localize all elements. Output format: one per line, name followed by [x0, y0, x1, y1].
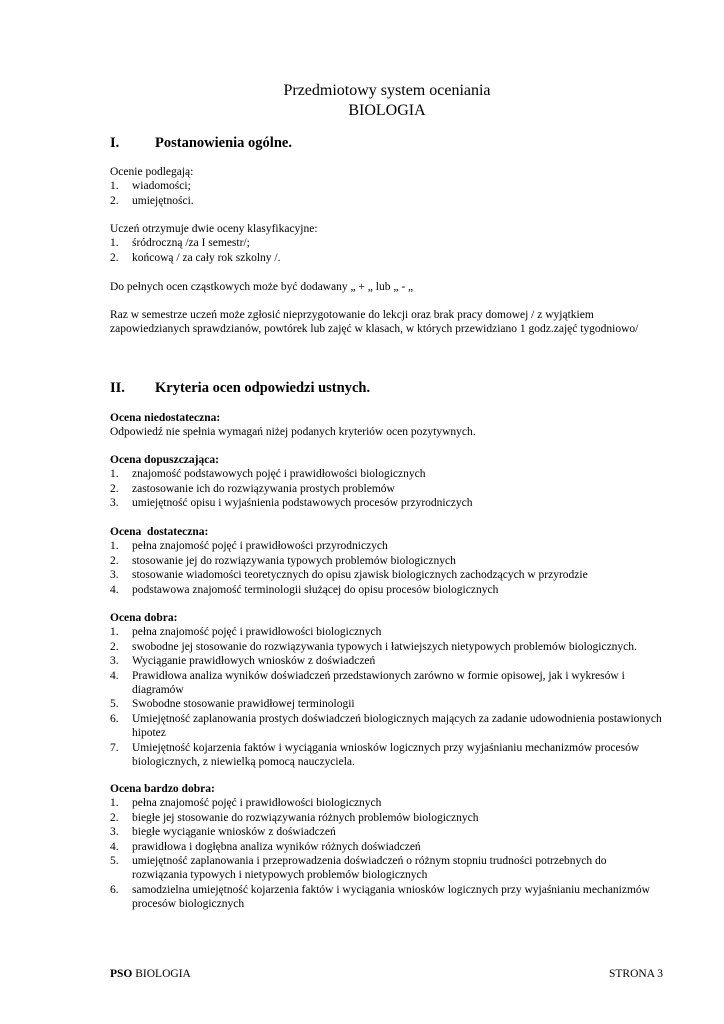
section-1-heading: [110, 135, 292, 152]
list-item: 1. pełna znajomość pojęć i prawidłowości przyrodniczych: [110, 540, 388, 553]
list-item: 1. pełna znajomość pojęć i prawidłowości biologicznych: [110, 797, 382, 810]
list-item: 1. pełna znajomość pojęć i prawidłowości biologicznych: [110, 626, 382, 639]
list-item: 4. Prawidłowa analiza wyników doświadczeń przedstawionych zarówno w formie opisowej, jak i wykresów i diagramów: [110, 669, 625, 697]
list-item: 1. śródroczną /za I semestr/;: [110, 237, 250, 250]
grade-good: [110, 611, 665, 769]
classification-grades: [110, 222, 660, 265]
list-item: 3. Wyciąganie prawidłowych wniosków z doświadczeń: [110, 655, 376, 668]
classification-grades-intro: Uczeń otrzymuje dwie oceny klasyfikacyjne:: [110, 223, 318, 235]
assessment-subjects: [110, 165, 660, 208]
grade-satisfactory-list: [110, 539, 660, 597]
footer-prefix: PSO: [110, 968, 133, 980]
section-2-number: II.: [110, 380, 125, 396]
grade-good-title: Ocena dobra:: [110, 612, 178, 624]
footer-left: [110, 967, 191, 981]
grade-modifiers-note: Do pełnych ocen cząstkowych może być dodawany „ + „ lub „ - „: [110, 281, 414, 293]
list-item: 2. stosowanie jej do rozwiązywania typowych problemów biologicznych: [110, 554, 456, 567]
list-item: 5. umiejętność zaplanowania i przeprowadzenia doświadczeń o różnym stopniu trudności potrzebnych do rozwiązania typowych i nietypowych problemów biologicznych: [110, 855, 607, 882]
list-item: 4. prawidłowa i dogłębna analiza wyników różnych doświadczeń: [110, 840, 421, 853]
grade-insufficient-title: Ocena niedostateczna:: [110, 412, 221, 424]
list-item: 6. samodzielna umiejętność kojarzenia faktów i wyciągania wniosków logicznych przy wyjaśnianiu mechanizmów procesów biologicznych: [110, 883, 650, 911]
section-1-number: I.: [110, 135, 120, 151]
grade-satisfactory: [110, 525, 660, 597]
section-2-title: Kryteria ocen odpowiedzi ustnych.: [155, 380, 371, 396]
grade-very-good-title: Ocena bardzo dobra:: [110, 783, 215, 795]
list-item: 3. umiejętność opisu i wyjaśnienia podstawowych procesów przyrodniczych: [110, 497, 473, 510]
grade-satisfactory-title: Ocena dostateczna:: [110, 526, 209, 538]
list-item: 2. zastosowanie ich do rozwiązywania prostych problemów: [110, 482, 395, 495]
list-item: 5. Swobodne stosowanie prawidłowej terminologii: [110, 698, 355, 711]
classification-grades-list: [110, 236, 660, 265]
document-title: Przedmiotowy system oceniania: [283, 82, 491, 99]
footer-subject: BIOLOGIA: [132, 968, 191, 980]
assessment-subjects-intro: Ocenie podlegają:: [110, 166, 194, 178]
grade-very-good: [110, 782, 662, 912]
grade-good-list: [110, 625, 665, 769]
grade-very-good-list: [110, 796, 662, 911]
grade-insufficient-text: Odpowiedź nie spełnia wymagań niżej podanych kryteriów ocen pozytywnych.: [110, 426, 476, 439]
grade-sufficient: [110, 453, 660, 511]
list-item: 3. biegłe wyciąganie wniosków z doświadczeń: [110, 826, 336, 839]
grade-sufficient-title: Ocena dopuszczająca:: [110, 454, 219, 466]
list-item: 1. znajomość podstawowych pojęć i prawidłowości biologicznych: [110, 468, 426, 481]
document-subject: BIOLOGIA: [348, 102, 426, 119]
assessment-subjects-list: [110, 179, 660, 208]
list-item: 7. Umiejętność kojarzenia faktów i wyciągania wniosków logicznych przy wyjaśnianiu mechanizmów procesów biologicznych, z niewielką pomocą nauczyciela.: [110, 741, 640, 769]
grade-insufficient: [110, 411, 660, 440]
list-item: 3. stosowanie wiadomości teoretycznych do opisu zjawisk biologicznych zachodzących w przyrodzie: [110, 569, 588, 582]
list-item: 4. podstawowa znajomość terminologii służącej do opisu procesów biologicznych: [110, 583, 499, 596]
section-1-title: Postanowienia ogólne.: [155, 135, 292, 151]
list-item: 6. Umiejętność zaplanowania prostych doświadczeń biologicznych mających za zadanie udowodnienia postawionych hipotez: [110, 712, 662, 740]
list-item: 2. biegłe jej stosowanie do rozwiązywania różnych problemów biologicznych: [110, 811, 479, 824]
grade-sufficient-list: [110, 467, 660, 510]
page-number: STRONA 3: [609, 968, 663, 980]
unprepared-note: Raz w semestrze uczeń może zgłosić nieprzygotowanie do lekcji oraz brak pracy domowej / z wyjątkiem zapowiedzianych sprawdzianów, powtórek lub zajęć w klasach, w których przewidziano 1 godz.zajęć tygodniowo/: [110, 309, 639, 336]
list-item: 2. swobodne jej stosowanie do rozwiązywania typowych i łatwiejszych nietypowych problemów biologicznych.: [110, 640, 637, 653]
section-2-heading: [110, 380, 370, 397]
list-item: 1. wiadomości;: [110, 180, 191, 193]
list-item: 2. końcową / za cały rok szkolny /.: [110, 251, 281, 264]
list-item: 2. umiejętności.: [110, 194, 194, 207]
